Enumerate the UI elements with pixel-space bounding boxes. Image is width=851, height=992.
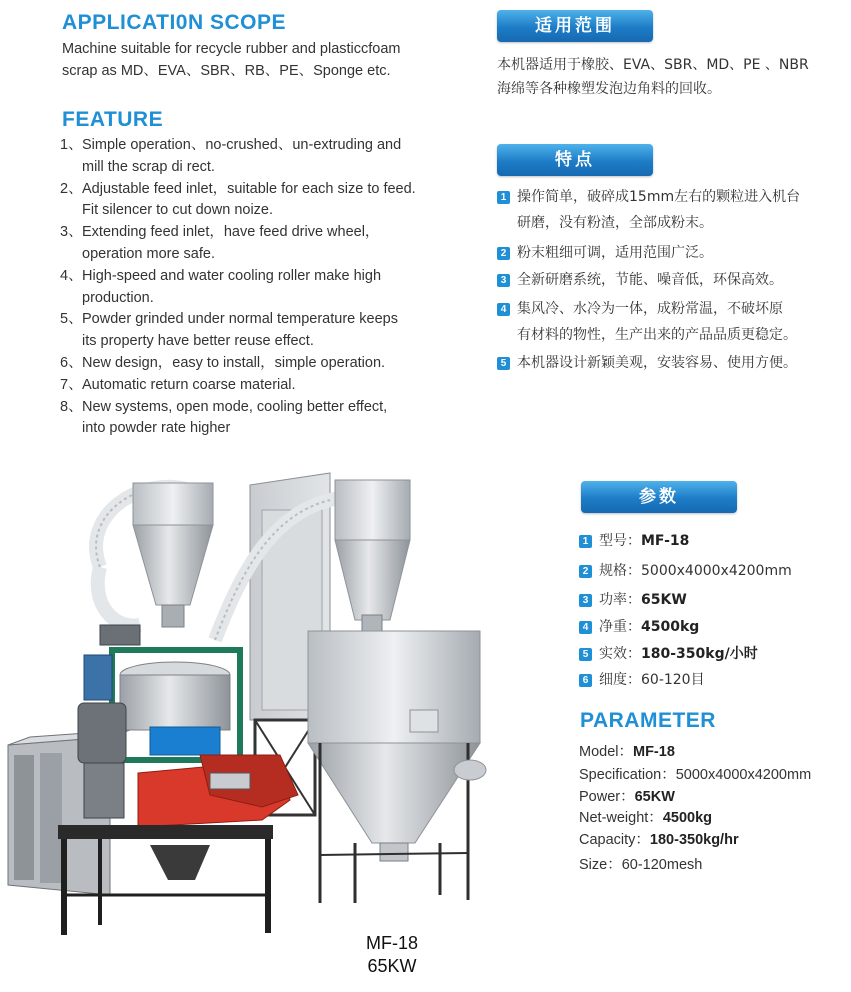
feature-item: 2、Adjustable feed inlet，suitable for each size to feed. (60, 180, 416, 197)
feature-item: 3、Extending feed inlet，have feed drive wheel， (60, 224, 380, 241)
param-en-row: Model：MF-18 (579, 744, 675, 760)
feature-item-cont: mill the scrap di rect. (82, 158, 215, 175)
cyclone-right (335, 480, 410, 633)
feature-item: 4、High-speed and water cooling roller make high (60, 267, 382, 284)
number-badge: 3 (497, 274, 510, 287)
scope-line: Machine suitable for recycle rubber and plasticcfoam (62, 41, 401, 57)
feature-item: 6、New design，easy to install，simple operation. (60, 354, 386, 371)
feature-item-cont: operation more safe. (82, 245, 215, 262)
feature-item: 8、New systems, open mode, cooling better effect, (60, 398, 388, 415)
param-en-row: Size：60-120mesh (579, 857, 703, 873)
number-badge: 1 (497, 191, 510, 204)
feature-item: 1、Simple operation、no-crushed、un-extruding and (60, 137, 402, 153)
number-badge: 4 (497, 303, 510, 316)
feature-cn-4-cont: 有材料的物性，生产出来的产品品质更稳定。 (517, 327, 797, 343)
caption-power: 65KW (367, 956, 417, 976)
feature-cn-1: 1 操作简单，破碎成15mm左右的颗粒进入机台 (497, 185, 800, 209)
param-cn-row: 2 规格：5000x4000x4200mm (579, 560, 792, 580)
feature-cn-3: 3 全新研磨系统，节能、噪音低，环保高效。 (497, 268, 783, 292)
feature-cn-2: 2 粉末粗细可调，适用范围广泛。 (497, 241, 713, 265)
param-cn-row: 6 细度：60-120目 (579, 669, 705, 689)
param-cn-row: 5 实效：180-350kg/小时 (579, 643, 758, 663)
param-en-row: Power：65KW (579, 789, 675, 805)
param-en-row: Net-weight：4500kg (579, 810, 712, 826)
feature-cn-4: 4 集风冷、水冷为一体，成粉常温，不破坏原 (497, 297, 783, 321)
scope-line-cn: 本机器适用于橡胶、EVA、SBR、MD、PE 、NBR (497, 57, 809, 73)
parameter-title: PARAMETER (580, 709, 716, 732)
feature-list (60, 135, 416, 440)
application-scope-text (62, 38, 401, 82)
param-banner: 参数 (581, 481, 737, 513)
cyclone-left (133, 483, 213, 627)
scope-text-cn (497, 53, 809, 101)
param-cn-row: 3 功率：65KW (579, 589, 687, 609)
feature-title: FEATURE (62, 108, 164, 131)
application-scope-title: APPLICATI0N SCOPE (62, 11, 286, 34)
feature-cn-5: 5 本机器设计新颖美观，安装容易、使用方便。 (497, 351, 797, 375)
scope-line-cn: 海绵等各种橡塑发泡边角料的回收。 (497, 81, 721, 97)
feature-item-cont: its property have better reuse effect. (82, 333, 314, 350)
param-cn-row: 4 净重：4500kg (579, 616, 699, 636)
caption-model: MF-18 (365, 933, 418, 953)
machine-illustration (0, 455, 560, 945)
feature-cn-1-cont: 研磨，没有粉渣，全部成粉末。 (517, 215, 713, 231)
feature-item-cont: Fit silencer to cut down noize. (82, 202, 274, 219)
scope-banner: 适用范围 (497, 10, 653, 42)
storage-silo (308, 631, 486, 903)
machine-caption (350, 932, 434, 978)
scope-line: scrap as MD、EVA、SBR、RB、PE、Sponge etc. (62, 63, 391, 79)
number-badge: 5 (497, 357, 510, 370)
param-cn-row: 1 型号：MF-18 (579, 530, 689, 550)
number-badge: 2 (497, 247, 510, 260)
feature-item: 5、Powder grinded under normal temperature keeps (60, 311, 398, 328)
feature-item-cont: into powder rate higher (82, 420, 231, 437)
mill-frame (112, 650, 240, 760)
feature-item: 7、Automatic return coarse material. (60, 376, 296, 393)
feature-banner: 特点 (497, 144, 653, 176)
param-en-row: Specification：5000x4000x4200mm (579, 767, 812, 783)
feature-item-cont: production. (82, 289, 154, 306)
param-en-row: Capacity：180-350kg/hr (579, 832, 739, 848)
